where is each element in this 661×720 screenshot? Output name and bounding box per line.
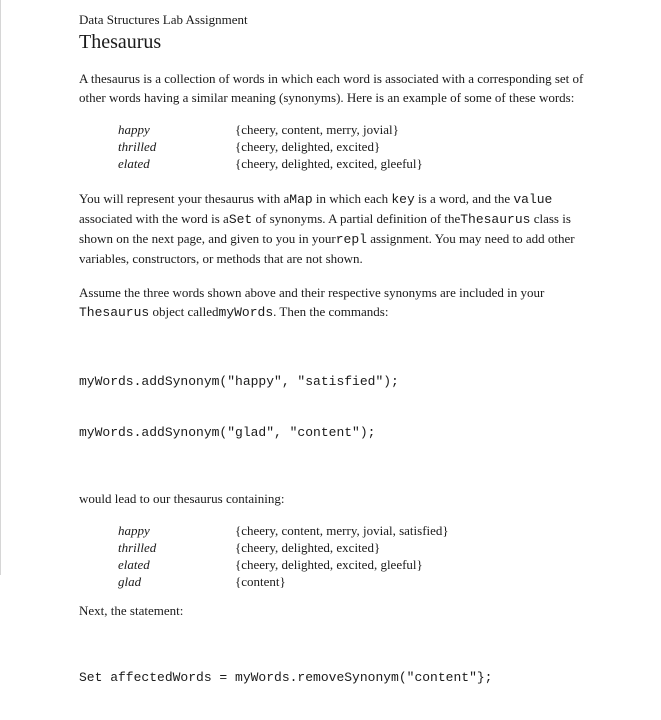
table-synonyms: {cheery, content, merry, jovial, satisfied} — [235, 523, 449, 538]
table-word: elated — [118, 156, 150, 171]
page-title: Thesaurus — [79, 31, 162, 53]
table-row — [118, 539, 599, 556]
table-row — [118, 121, 599, 138]
intro-paragraph: A thesaurus is a collection of words in which each word is associated with a corresponding set of other words having a similar meaning (synonyms). Here is an example of some of these words: — [79, 71, 584, 105]
page-left-edge — [0, 0, 1, 575]
code-key: key — [391, 192, 415, 207]
text-run: in which each — [312, 191, 392, 206]
table-row — [118, 155, 599, 172]
table-word: glad — [118, 574, 142, 589]
text-run: Assume the three words shown above and their respective synonyms are included in your — [79, 285, 545, 300]
text-run: . Then the commands: — [273, 304, 389, 319]
representation-paragraph — [79, 189, 599, 268]
code-line: myWords.addSynonym("glad", "content"); — [79, 425, 376, 440]
table-synonyms: {cheery, content, merry, jovial} — [235, 122, 399, 137]
document-header-label: Data Structures Lab Assignment — [79, 12, 248, 27]
text-run: is a word, and the — [414, 191, 514, 206]
table-row — [118, 556, 599, 573]
code-repl: repl — [335, 232, 367, 247]
table-word: thrilled — [118, 540, 157, 555]
text-run: You will represent your thesaurus with a — [79, 191, 290, 206]
table-synonyms: {cheery, delighted, excited, gleeful} — [235, 557, 423, 572]
table-synonyms: {content} — [235, 574, 286, 589]
table-synonyms: {cheery, delighted, excited} — [235, 139, 381, 154]
table-word: elated — [118, 557, 150, 572]
code-block-remove-synonym — [79, 635, 599, 720]
code-value: value — [513, 192, 553, 207]
code-set: Set — [228, 212, 253, 227]
text-run: associated with the word is a — [79, 211, 229, 226]
synonym-table-initial — [118, 121, 599, 172]
table-row — [118, 138, 599, 155]
table-synonyms: {cheery, delighted, excited} — [235, 540, 381, 555]
text-run: class is shown on the next page, and given to you in your — [79, 211, 571, 246]
table-synonyms: {cheery, delighted, excited, gleeful} — [235, 156, 423, 171]
result-paragraph: would lead to our thesaurus containing: — [79, 491, 285, 506]
text-run: object called — [149, 304, 219, 319]
table-word: thrilled — [118, 139, 157, 154]
code-thesaurus: Thesaurus — [460, 212, 531, 227]
code-mywords: myWords — [218, 305, 274, 320]
synonym-table-updated — [118, 522, 599, 590]
table-word: happy — [118, 523, 150, 538]
code-line: Set affectedWords = myWords.removeSynonym("content"}; — [79, 670, 493, 685]
code-line: myWords.addSynonym("happy", "satisfied"); — [79, 374, 399, 389]
code-map: Map — [289, 192, 313, 207]
code-block-add-synonym — [79, 339, 599, 475]
table-row — [118, 573, 599, 590]
text-run: of synonyms. A partial definition of the — [252, 211, 461, 226]
assumption-paragraph — [79, 283, 599, 322]
table-word: happy — [118, 122, 150, 137]
code-thesaurus: Thesaurus — [79, 305, 150, 320]
document-body — [79, 11, 599, 720]
table-row — [118, 522, 599, 539]
next-statement-paragraph: Next, the statement: — [79, 603, 184, 618]
text-run: assignment. You may need to add other variables, constructors, or methods that are not shown. — [79, 231, 575, 266]
